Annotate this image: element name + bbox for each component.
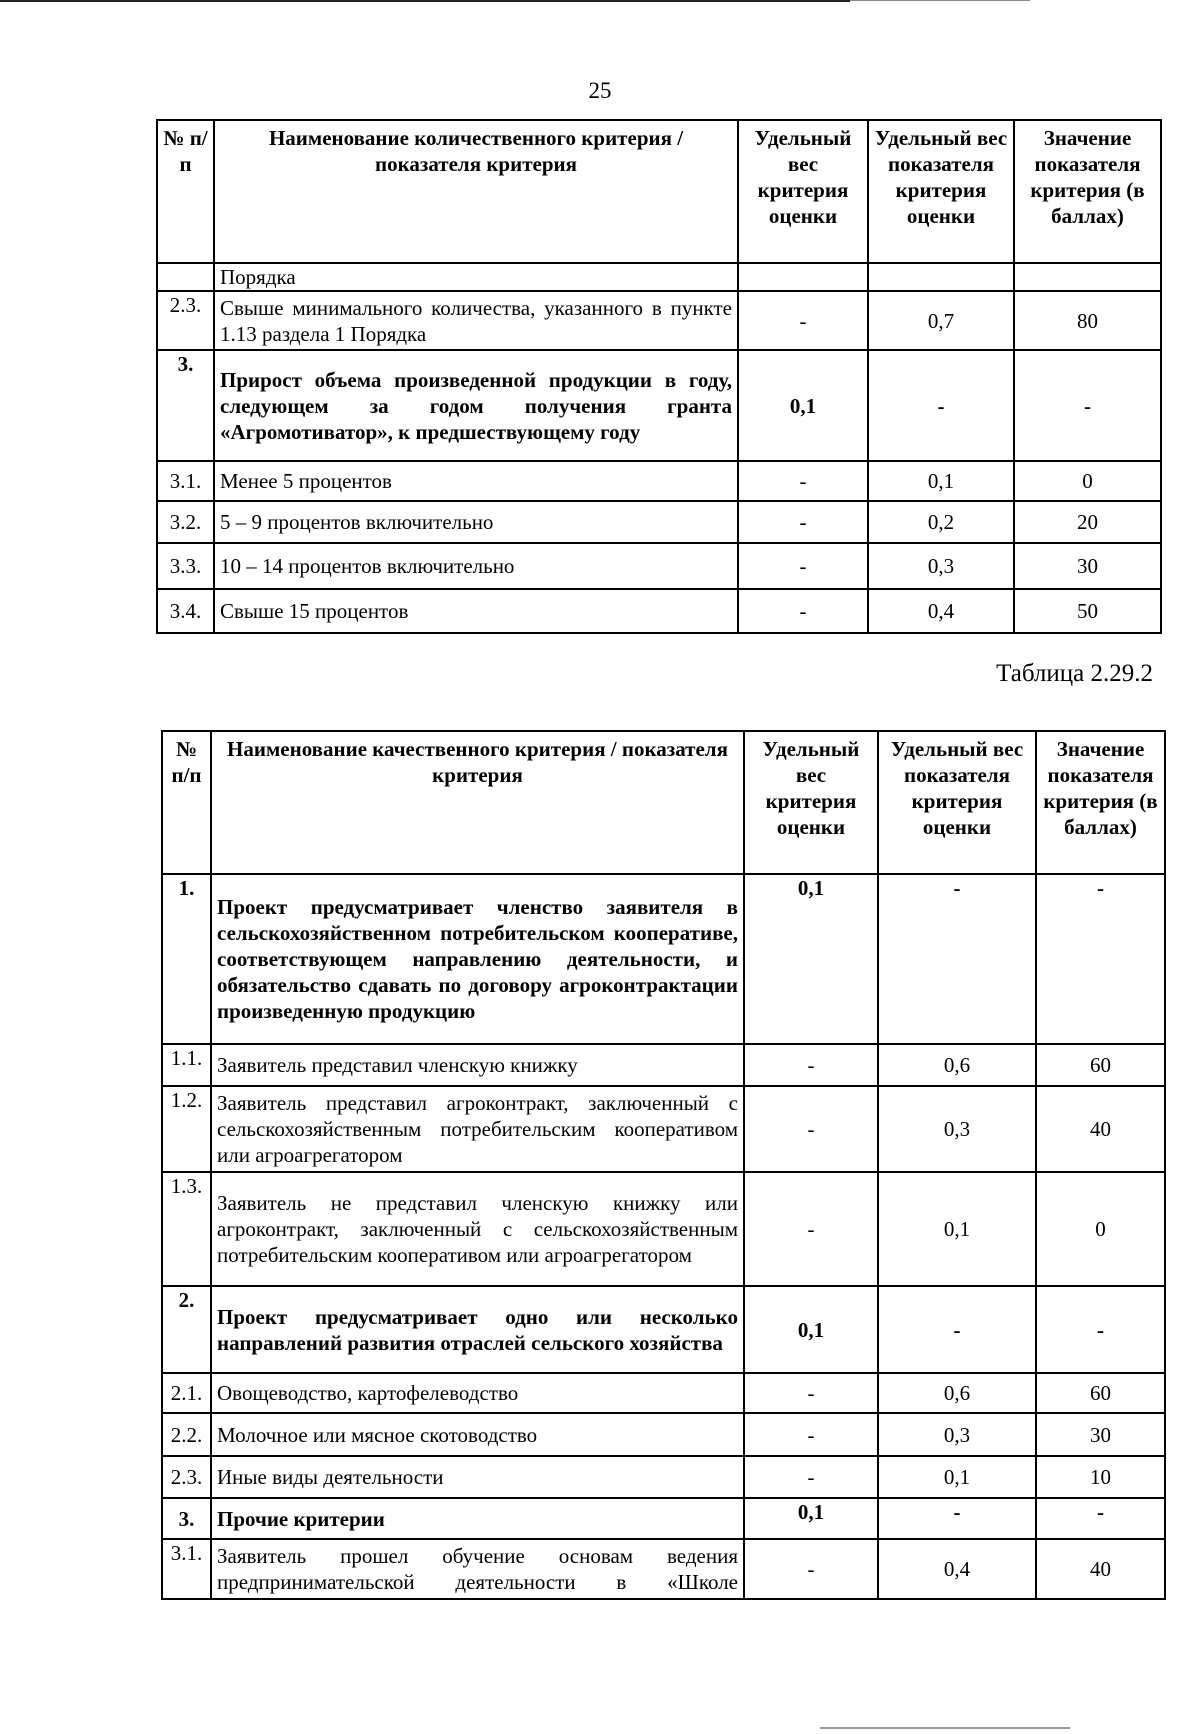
table-header-row — [162, 731, 1165, 874]
table-row — [162, 1539, 1165, 1599]
header-score: Значение показателя критерия (в баллах) — [1014, 120, 1161, 263]
table-row — [157, 291, 1161, 350]
row-num: 3. — [157, 350, 214, 461]
row-score: 80 — [1014, 291, 1161, 350]
row-score — [1014, 263, 1161, 291]
row-num: 2.3. — [162, 1456, 211, 1498]
row-weight-indicator: - — [878, 874, 1036, 1044]
row-name: Свыше 15 процентов — [214, 589, 738, 633]
row-weight-indicator: 0,3 — [878, 1413, 1036, 1456]
row-weight-criterion: 0,1 — [744, 1498, 878, 1539]
row-num: 3. — [162, 1498, 211, 1539]
row-num: 2.3. — [157, 291, 214, 350]
row-score: - — [1036, 1498, 1165, 1539]
table-row — [157, 350, 1161, 461]
row-weight-indicator: 0,1 — [878, 1456, 1036, 1498]
row-score: - — [1036, 874, 1165, 1044]
table-row — [157, 263, 1161, 291]
row-num: 1.3. — [162, 1172, 211, 1286]
row-name: Проект предусматривает одно или несколько направлений развития отраслей сельского хозяйства — [211, 1286, 744, 1373]
row-weight-criterion: - — [738, 589, 868, 633]
row-num: 1. — [162, 874, 211, 1044]
table-row — [162, 1373, 1165, 1413]
row-weight-criterion: - — [738, 501, 868, 543]
row-num: 2.1. — [162, 1373, 211, 1413]
row-name: Прочие критерии — [211, 1498, 744, 1539]
header-score: Значение показателя критерия (в баллах) — [1036, 731, 1165, 874]
table-row — [162, 1286, 1165, 1373]
row-num: 3.1. — [157, 461, 214, 501]
qualitative-criteria-table — [161, 730, 1166, 1600]
scan-edge-bottom — [820, 1727, 1070, 1729]
row-score: 40 — [1036, 1539, 1165, 1599]
table-caption: Таблица 2.29.2 — [996, 660, 1153, 687]
table-row — [157, 543, 1161, 589]
row-weight-indicator: 0,4 — [868, 589, 1014, 633]
table-row — [162, 1044, 1165, 1086]
table-header-row — [157, 120, 1161, 263]
row-weight-criterion: - — [738, 461, 868, 501]
row-weight-indicator: 0,6 — [878, 1373, 1036, 1413]
row-num: 3.1. — [162, 1539, 211, 1599]
header-num: № п/п — [162, 731, 211, 874]
page-number: 25 — [588, 78, 612, 103]
table-row — [162, 1498, 1165, 1539]
row-score: 60 — [1036, 1373, 1165, 1413]
row-weight-criterion — [738, 263, 868, 291]
row-num: 2.2. — [162, 1413, 211, 1456]
row-weight-indicator: 0,3 — [878, 1086, 1036, 1172]
row-name: Заявитель не представил членскую книжку или агроконтракт, заключенный с сельскохозяйственным потребительским кооперативом или агроагрегатором — [211, 1172, 744, 1286]
row-name: 10 – 14 процентов включительно — [214, 543, 738, 589]
row-name: Проект предусматривает членство заявителя в сельскохозяйственном потребительском кооперативе, соответствующем направлению деятельности, и обязательство сдавать по договору агроконтрактации произведенную продукцию — [211, 874, 744, 1044]
row-weight-criterion: 0,1 — [738, 350, 868, 461]
row-weight-criterion: - — [738, 543, 868, 589]
row-weight-indicator — [868, 263, 1014, 291]
row-score: 0 — [1014, 461, 1161, 501]
row-weight-criterion: - — [738, 291, 868, 350]
row-name: Порядка — [214, 263, 738, 291]
header-name: Наименование качественного критерия / показателя критерия — [211, 731, 744, 874]
row-num: 2. — [162, 1286, 211, 1373]
row-weight-criterion: - — [744, 1456, 878, 1498]
row-weight-criterion: - — [744, 1086, 878, 1172]
table-row — [157, 501, 1161, 543]
row-weight-criterion: 0,1 — [744, 1286, 878, 1373]
quantitative-criteria-table — [156, 119, 1162, 634]
row-weight-criterion: - — [744, 1373, 878, 1413]
row-weight-indicator: 0,1 — [868, 461, 1014, 501]
table-row — [162, 1086, 1165, 1172]
row-score: - — [1014, 350, 1161, 461]
row-weight-criterion: - — [744, 1539, 878, 1599]
header-name: Наименование количественного критерия / показателя критерия — [214, 120, 738, 263]
row-weight-indicator: 0,7 — [868, 291, 1014, 350]
row-num — [157, 263, 214, 291]
table-row — [157, 461, 1161, 501]
header-weight-indicator: Удельный вес показателя критерия оценки — [868, 120, 1014, 263]
row-weight-indicator: 0,6 — [878, 1044, 1036, 1086]
row-name: Молочное или мясное скотоводство — [211, 1413, 744, 1456]
row-num: 1.1. — [162, 1044, 211, 1086]
row-num: 1.2. — [162, 1086, 211, 1172]
row-name: Заявитель прошел обучение основам ведения предпринимательской деятельности в «Школе — [211, 1539, 744, 1599]
row-weight-indicator: 0,4 — [878, 1539, 1036, 1599]
row-weight-criterion: 0,1 — [744, 874, 878, 1044]
table-row — [162, 1172, 1165, 1286]
header-num: № п/п — [157, 120, 214, 263]
table-row — [162, 1456, 1165, 1498]
row-score: 60 — [1036, 1044, 1165, 1086]
table-row — [162, 874, 1165, 1044]
row-weight-criterion: - — [744, 1044, 878, 1086]
scan-edge-top-faint — [850, 0, 1030, 1]
header-weight-criterion: Удельный вес критерия оценки — [744, 731, 878, 874]
row-score: 0 — [1036, 1172, 1165, 1286]
row-name: Прирост объема произведенной продукции в году, следующем за годом получения гранта «Агромотиватор», к предшествующему году — [214, 350, 738, 461]
row-weight-indicator: - — [878, 1498, 1036, 1539]
row-score: - — [1036, 1286, 1165, 1373]
row-score: 20 — [1014, 501, 1161, 543]
row-name: 5 – 9 процентов включительно — [214, 501, 738, 543]
row-score: 50 — [1014, 589, 1161, 633]
row-score: 30 — [1036, 1413, 1165, 1456]
table-row — [162, 1413, 1165, 1456]
header-weight-indicator: Удельный вес показателя критерия оценки — [878, 731, 1036, 874]
row-weight-criterion: - — [744, 1413, 878, 1456]
row-weight-indicator: 0,1 — [878, 1172, 1036, 1286]
row-weight-indicator: - — [878, 1286, 1036, 1373]
row-weight-indicator: 0,3 — [868, 543, 1014, 589]
row-name: Заявитель представил агроконтракт, заключенный с сельскохозяйственным потребительским кооперативом или агроагрегатором — [211, 1086, 744, 1172]
row-name: Иные виды деятельности — [211, 1456, 744, 1498]
row-name: Овощеводство, картофелеводство — [211, 1373, 744, 1413]
row-num: 3.4. — [157, 589, 214, 633]
header-weight-criterion: Удельный вес критерия оценки — [738, 120, 868, 263]
scan-edge-top — [0, 0, 850, 2]
row-num: 3.2. — [157, 501, 214, 543]
row-score: 30 — [1014, 543, 1161, 589]
row-name: Менее 5 процентов — [214, 461, 738, 501]
row-weight-indicator: - — [868, 350, 1014, 461]
row-score: 10 — [1036, 1456, 1165, 1498]
row-weight-indicator: 0,2 — [868, 501, 1014, 543]
row-score: 40 — [1036, 1086, 1165, 1172]
row-weight-criterion: - — [744, 1172, 878, 1286]
table-row — [157, 589, 1161, 633]
row-num: 3.3. — [157, 543, 214, 589]
row-name: Свыше минимального количества, указанного в пункте 1.13 раздела 1 Порядка — [214, 291, 738, 350]
row-name: Заявитель представил членскую книжку — [211, 1044, 744, 1086]
